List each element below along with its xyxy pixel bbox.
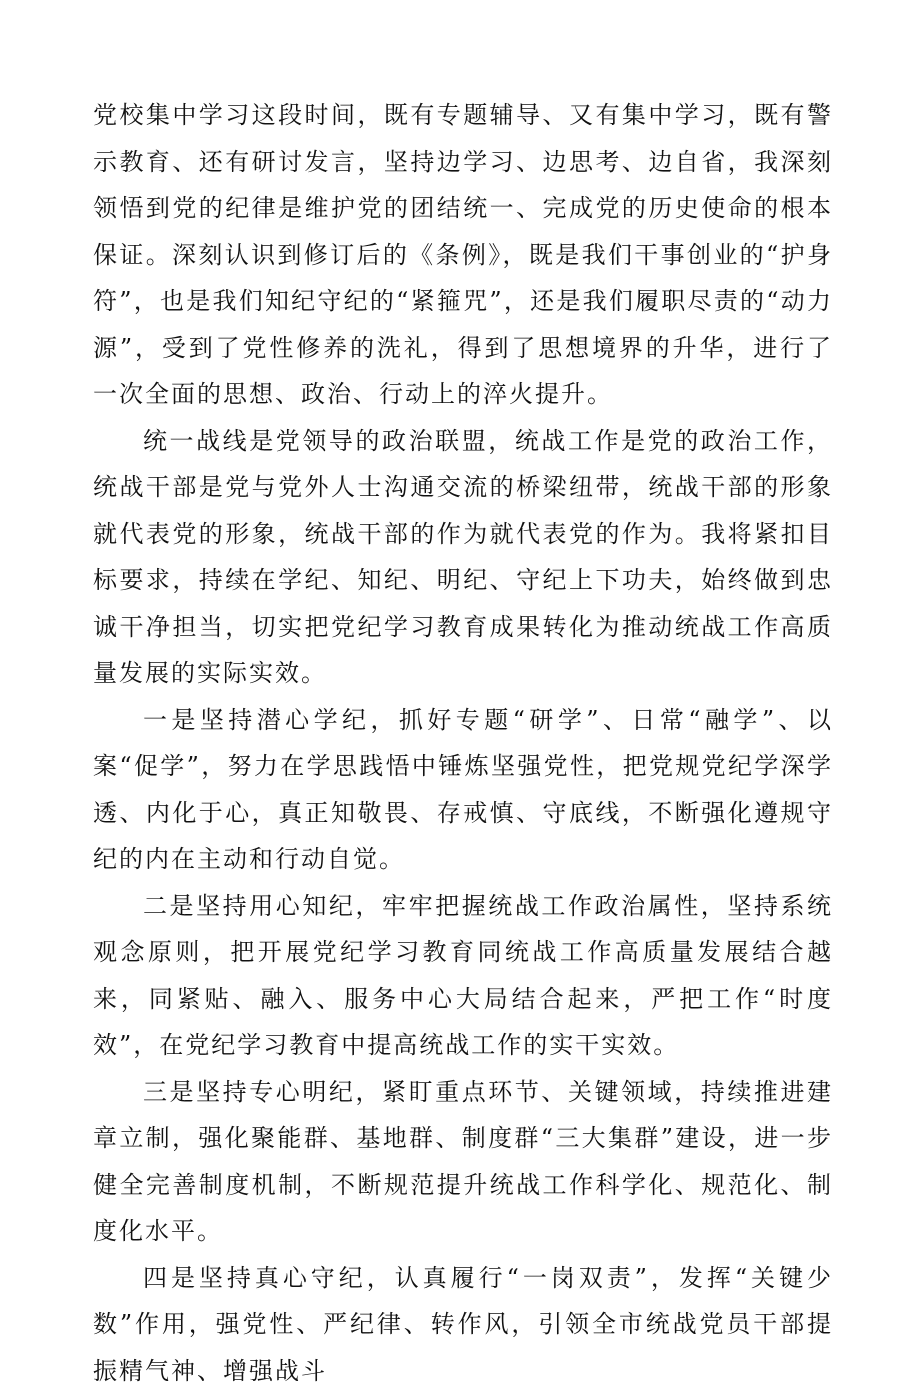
- paragraph-point-two: 二是坚持用心知纪，牢牢把握统战工作政治属性，坚持系统观念原则，把开展党纪学习教育同统战工作高质量发展结合越来，同紧贴、融入、服务中心大局结合起来，严把工作“时度效”，在党纪学习教育中提高统战工作的实干实效。: [93, 883, 833, 1069]
- paragraph-point-three: 三是坚持专心明纪，紧盯重点环节、关键领域，持续推进建章立制，强化聚能群、基地群、制度群“三大集群”建设，进一步健全完善制度机制，不断规范提升统战工作科学化、规范化、制度化水平。: [93, 1069, 833, 1255]
- paragraph-point-four: 四是坚持真心守纪，认真履行“一岗双责”，发挥“关键少数”作用，强党性、严纪律、转作风，引领全市统战党员干部提振精气神、增强战斗: [93, 1255, 833, 1394]
- paragraph-study-reflection: 党校集中学习这段时间，既有专题辅导、又有集中学习，既有警示教育、还有研讨发言，坚持边学习、边思考、边自省，我深刻领悟到党的纪律是维护党的团结统一、完成党的历史使命的根本保证。深刻认识到修订后的《条例》，既是我们干事创业的“护身符”，也是我们知纪守纪的“紧箍咒”，还是我们履职尽责的“动力源”，受到了党性修养的洗礼，得到了思想境界的升华，进行了一次全面的思想、政治、行动上的淬火提升。: [93, 92, 833, 418]
- document-body: [93, 92, 833, 1394]
- paragraph-point-one: 一是坚持潜心学纪，抓好专题“研学”、日常“融学”、以案“促学”，努力在学思践悟中锤炼坚强党性，把党规党纪学深学透、内化于心，真正知敬畏、存戒慎、守底线，不断强化遵规守纪的内在主动和行动自觉。: [93, 697, 833, 883]
- paragraph-united-front: 统一战线是党领导的政治联盟，统战工作是党的政治工作，统战干部是党与党外人士沟通交流的桥梁纽带，统战干部的形象就代表党的形象，统战干部的作为就代表党的作为。我将紧扣目标要求，持续在学纪、知纪、明纪、守纪上下功夫，始终做到忠诚干净担当，切实把党纪学习教育成果转化为推动统战工作高质量发展的实际实效。: [93, 418, 833, 697]
